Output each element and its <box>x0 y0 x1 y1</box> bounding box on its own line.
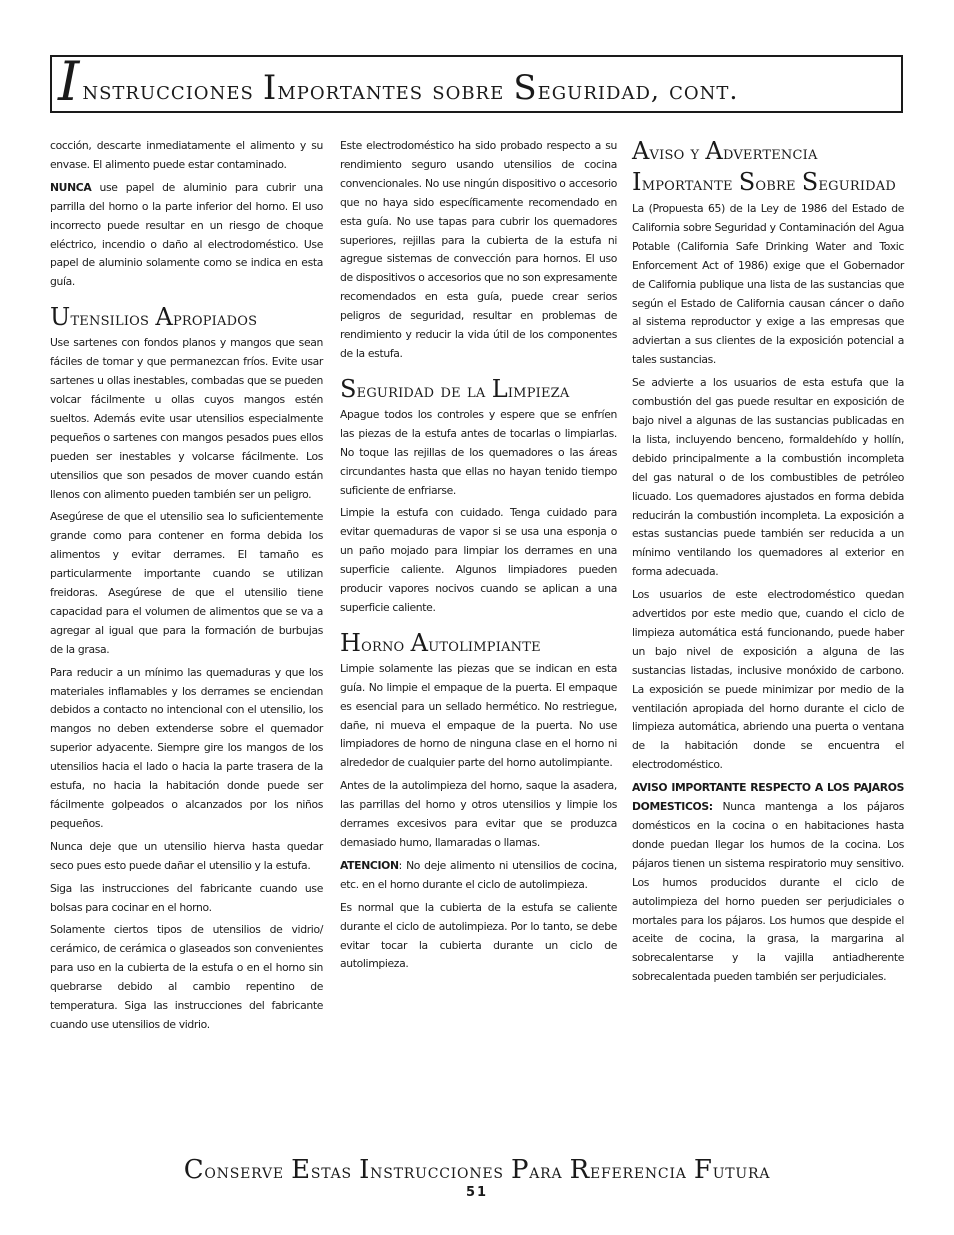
title-box <box>50 55 903 113</box>
paragraph: Los usuarios de este electrodoméstico quedan advertidos por este medio que, cuando el ciclo de limpieza automática está funcionando, puede haber un bajo nivel de exposición a alguna de las sustancias listadas, inclusive monóxido de carbono. La exposición se puede minimizar por medio de la ventilación apropiada del horno durante el ciclo de limpieza automática, abriendo una puerta o ventana de la habitación donde se encuentra el electrodoméstico. <box>632 588 904 772</box>
section-heading-aviso: Aviso y Advertencia Importante Sobre Seguridad <box>632 137 897 196</box>
paragraph: NUNCA use papel de aluminio para cubrir una parrilla del horno o la parte inferior del horno. El uso incorrecto puede resultar en un riesgo de choque eléctrico, incendio o daño al electrodoméstico. Use papel de aluminio solamente como se indica en esta guía. <box>50 180 323 289</box>
paragraph: ATENCION: No deje alimento ni utensilios de cocina, etc. en el horno durante el ciclo de autolimpieza. <box>340 858 617 891</box>
paragraph: Use sartenes con fondos planos y mangos que sean fáciles de tomar y que permanezcan fríos. Evite usar sartenes u ollas inestables, combadas que se pueden volcar fácilmente u ollas cuyos mangos estén sueltos. Además evite usar utensilios especialmente pequeños o sartenes con mangos pesados pues ellos pueden ser inestables y volcarse fácilmente. Los utensilios que son pesados de mover cuando están llenos con alimento pueden también ser un peligro. <box>50 336 323 501</box>
paragraph: Apague todos los controles y espere que se enfríen las piezas de la estufa antes de tocarlas o limpiarlas. No toque las rejillas de los quemadores o las áreas circundantes hasta que ellas no hayan tenido tiempo suficiente de enfriarse. <box>340 407 617 497</box>
paragraph: Limpie la estufa con cuidado. Tenga cuidado para evitar quemaduras de vapor si se usa una esponja o un paño mojado para limpiar los derrames en una superficie caliente. Algunos limpiadores pueden producir vapores nocivos cuando se aplican a una superficie caliente. <box>340 506 617 614</box>
paragraph: cocción, descarte inmediatamente el alimento y su envase. El alimento puede estar contaminado. <box>50 139 323 171</box>
paragraph: Asegúrese de que el utensilio sea lo suficientemente grande como para contener en forma debida los alimentos y evitar derrames. El tamaño es particularmente importante cuando se utilizan freidoras. Asegúrese de que el utensilio tiene capacidad para el volumen de alimentos que se va a agregar al igual que para la formación de burbujas de la grasa. <box>50 510 323 656</box>
paragraph: Siga las instrucciones del fabricante cuando use bolsas para cocinar en el horno. <box>50 881 323 914</box>
paragraph: Se advierte a los usuarios de esta estufa que la combustión del gas puede resultar en exposición de bajo nivel a algunas de las sustancias publicadas en la lista, incluyendo benceno, formaldehído y hollín, debido principalmente a la combustión incompleta del gas natural o de los combustibles de petróleo licuado. Los quemadores ajustados en forma debida reducirán la combustión incompleta. La exposición a estas sustancias puede también ser reducida a un mínimo ventilando los quemadores al exterior en forma adecuada. <box>632 376 904 579</box>
section-heading-horno: Horno Autolimpiante <box>340 628 541 657</box>
section-heading-utensilios: Utensilios Apropiados <box>50 303 258 332</box>
paragraph: Para reducir a un mínimo las quemaduras y que los materiales inflamables y los derrames se enciendan debidos a contacto no intencional con el utensilio, los mangos no deben extenderse sobre el quemador superior adyacente. Siempre gire los mangos de los utensilios hacia el lado o hacia la parte trasera de la estufa, no hacia la habitación donde puede ser fácilmente golpeados o alcanzados por los niños pequeños. <box>50 665 323 830</box>
column-2 <box>340 137 617 978</box>
column-1 <box>50 137 323 1039</box>
warning-keyword: ATENCION <box>340 858 399 872</box>
warning-keyword: NUNCA <box>50 180 92 194</box>
page-title: Instrucciones Importantes sobre Seguridad, cont. <box>58 55 738 109</box>
page-number: 51 <box>465 1185 489 1200</box>
warning-keyword: AVISO IMPORTANTE RESPECTO A LOS PAJAROS DOMESTICOS: <box>632 781 904 814</box>
column-3 <box>632 137 904 991</box>
footer-title: Conserve Estas Instrucciones Para Referencia Futura <box>183 1155 771 1185</box>
paragraph: AVISO IMPORTANTE RESPECTO A LOS PAJAROS DOMESTICOS: Nunca mantenga a los pájaros domésticos en la cocina o en habitaciones hasta donde puedan llegar los humos de la cocina. Los pájaros tienen un sistema respiratorio muy sensitivo. Los humos producidos durante el ciclo de autolimpieza del horno pueden ser perjudiciales o mortales para los pájaros. Los humos que despide el aceite de cocina, la grasa, la margarina al sobrecalentarse y la vajilla antiadherente sobrecalentada pueden también ser perjudiciales. <box>632 781 904 984</box>
paragraph: Solamente ciertos tipos de utensilios de vidrio/ cerámico, de cerámica o glaseados son convenientes para uso en la cubierta de la estufa o en el horno sin quebrarse debido al cambio repentino de temperatura. Siga las instrucciones del fabricante cuando use utensilios de vidrio. <box>50 923 323 1031</box>
paragraph: Es normal que la cubierta de la estufa se caliente durante el ciclo de autolimpieza. Por lo tanto, se debe evitar tocar la cubierta durante un ciclo de autolimpieza. <box>340 900 617 971</box>
paragraph: Este electrodoméstico ha sido probado respecto a su rendimiento seguro usando utensilios de cocina convencionales. No use ningún dispositivo o accesorio que no haya sido específicamente recomendado en esta guía. No use tapas para cubrir los quemadores superiores, rejillas para la cubierta de la estufa ni agregue sistemas de convección para hornos. El uso de dispositivos o accesorios que no son expresamente recomendados en esta guía, puede crear serios peligros de seguridad, resultar en problemas de rendimiento y reducir la vida útil de los componentes de la estufa. <box>340 139 617 360</box>
paragraph: Limpie solamente las piezas que se indican en esta guía. No limpie el empaque de la puerta. El empaque es esencial para un sellado hermético. No restriegue, dañe, ni mueva el empaque de la puerta. No use limpiadores de horno de ninguna clase en el horno ni alrededor de cualquier parte del horno autolimpiante. <box>340 661 617 770</box>
title-script-initial: I <box>58 55 80 113</box>
paragraph: Nunca deje que un utensilio hierva hasta quedar seco pues esto puede dañar el utensilio y la estufa. <box>50 839 323 872</box>
paragraph: Antes de la autolimpieza del horno, saque la asadera, las parrillas del horno y otros utensilios y limpie los derrames excesivos para evitar que se produzca demasiado humo, llamaradas o llamas. <box>340 779 617 849</box>
paragraph: La (Propuesta 65) de la Ley de 1986 del Estado de California sobre Seguridad y Contaminación del Agua Potable (California Safe Drinking Water and Toxic Enforcement Act of 1986) exige que el Gobernador de California publique una lista de las sustancias que según el Estado de California causan cáncer o daño al sistema reproductor y exige a las empresas que adviertan a sus clientes de la exposición potencial a tales sustancias. <box>632 202 904 367</box>
section-heading-limpieza: Seguridad de la Limpieza <box>340 374 570 403</box>
